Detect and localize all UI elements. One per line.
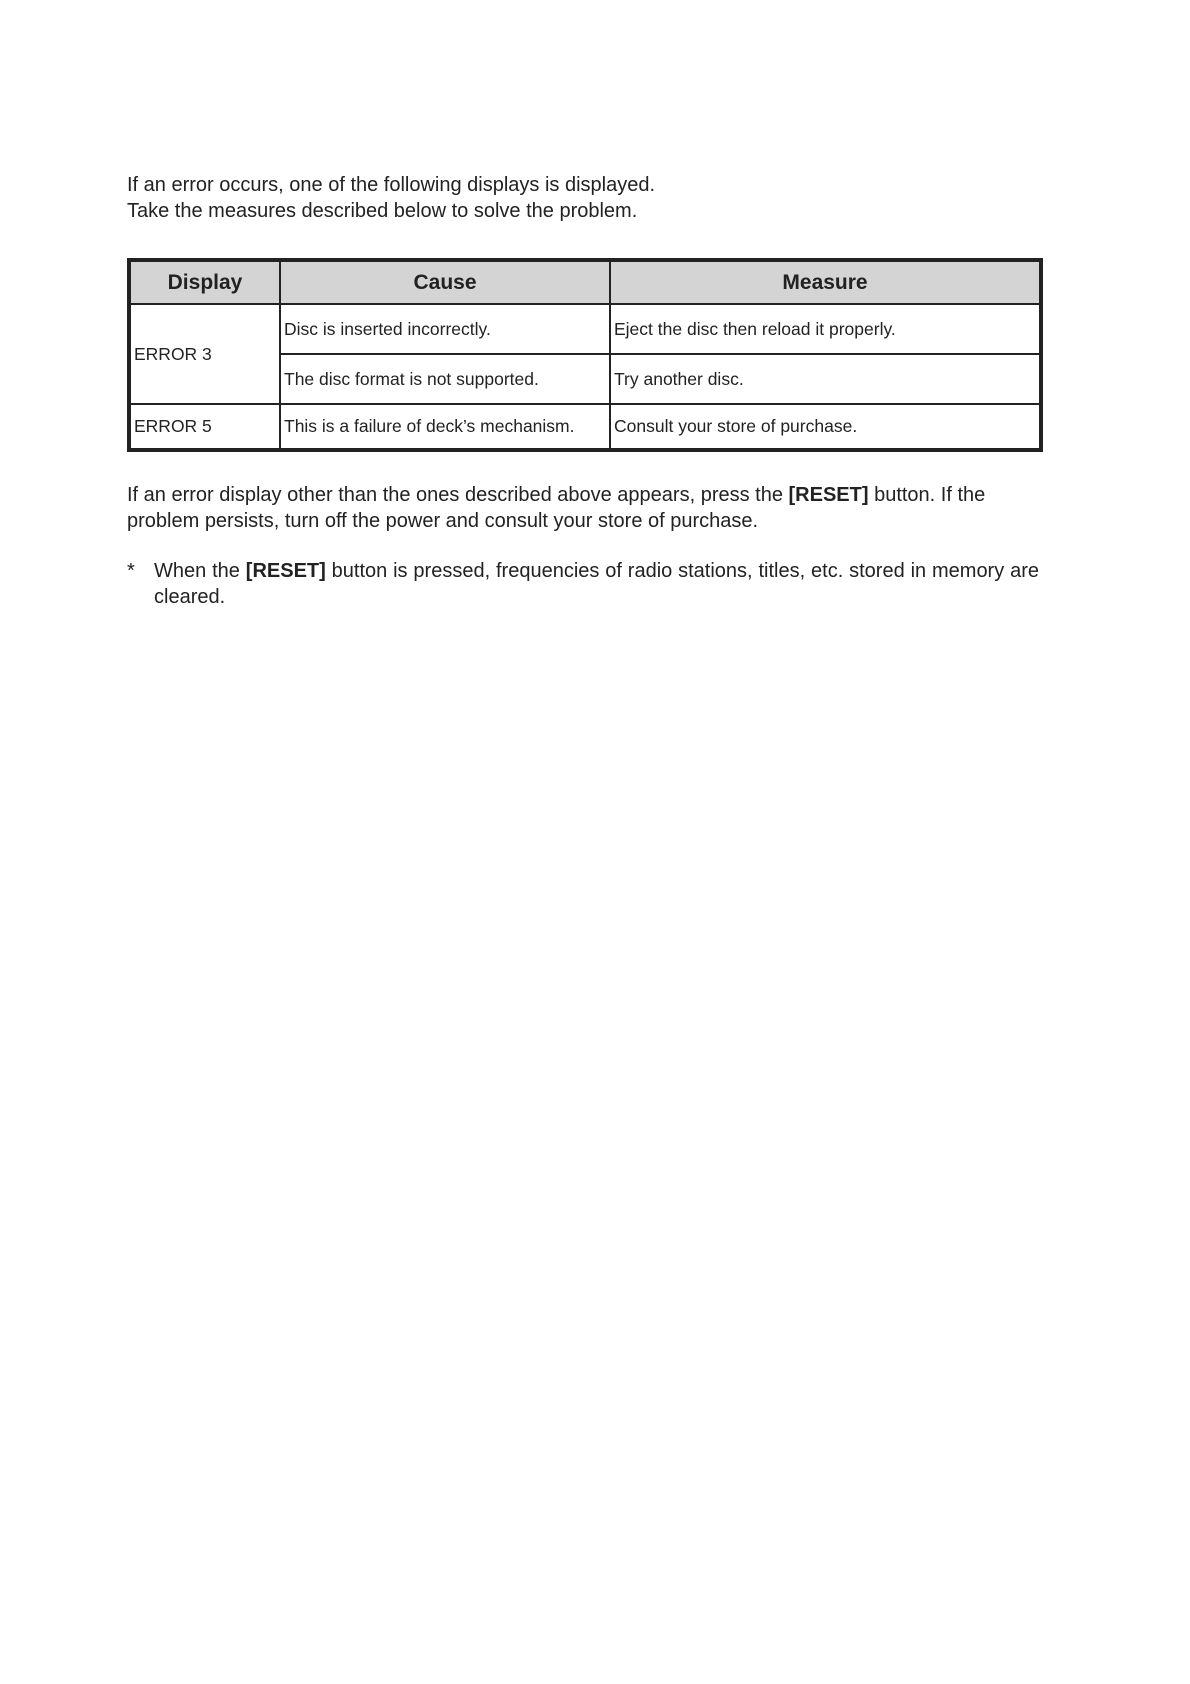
footnote-part-2: button is pressed, frequencies of radio stations, titles, etc. stored in memory are cleared. (154, 560, 1039, 608)
error-table (127, 258, 1043, 452)
measure-cell: Try another disc. (610, 354, 1041, 404)
header-display: Display (129, 260, 280, 304)
display-cell: ERROR 3 (129, 304, 280, 404)
cause-cell: Disc is inserted incorrectly. (280, 304, 610, 354)
table-row (129, 304, 1041, 354)
footnote-text (154, 558, 1039, 610)
document-page (127, 172, 1039, 610)
note-part-1: If an error display other than the ones described above appears, press the (127, 484, 789, 506)
intro-line-1: If an error occurs, one of the following displays is displayed. (127, 174, 656, 196)
display-cell: ERROR 5 (129, 404, 280, 450)
footnote-marker: * (127, 560, 135, 582)
reset-button-label: [RESET] (788, 484, 869, 506)
reset-note (127, 482, 1039, 534)
reset-note-text (127, 482, 1039, 534)
footnote-part-1: When the (154, 560, 246, 582)
table-row (129, 404, 1041, 450)
table-header-row (129, 260, 1041, 304)
measure-cell: Eject the disc then reload it properly. (610, 304, 1041, 354)
header-cause: Cause (280, 260, 610, 304)
intro-line-2: Take the measures described below to solve the problem. (127, 200, 638, 222)
header-measure: Measure (610, 260, 1041, 304)
measure-cell: Consult your store of purchase. (610, 404, 1041, 450)
footnote (127, 558, 1039, 610)
intro-text (127, 172, 1039, 224)
note-part-2: button. If the problem persists, turn off the power and consult your store of purchase. (127, 484, 986, 532)
cause-cell: The disc format is not supported. (280, 354, 610, 404)
reset-button-label: [RESET] (245, 560, 326, 582)
cause-cell: This is a failure of deck’s mechanism. (280, 404, 610, 450)
